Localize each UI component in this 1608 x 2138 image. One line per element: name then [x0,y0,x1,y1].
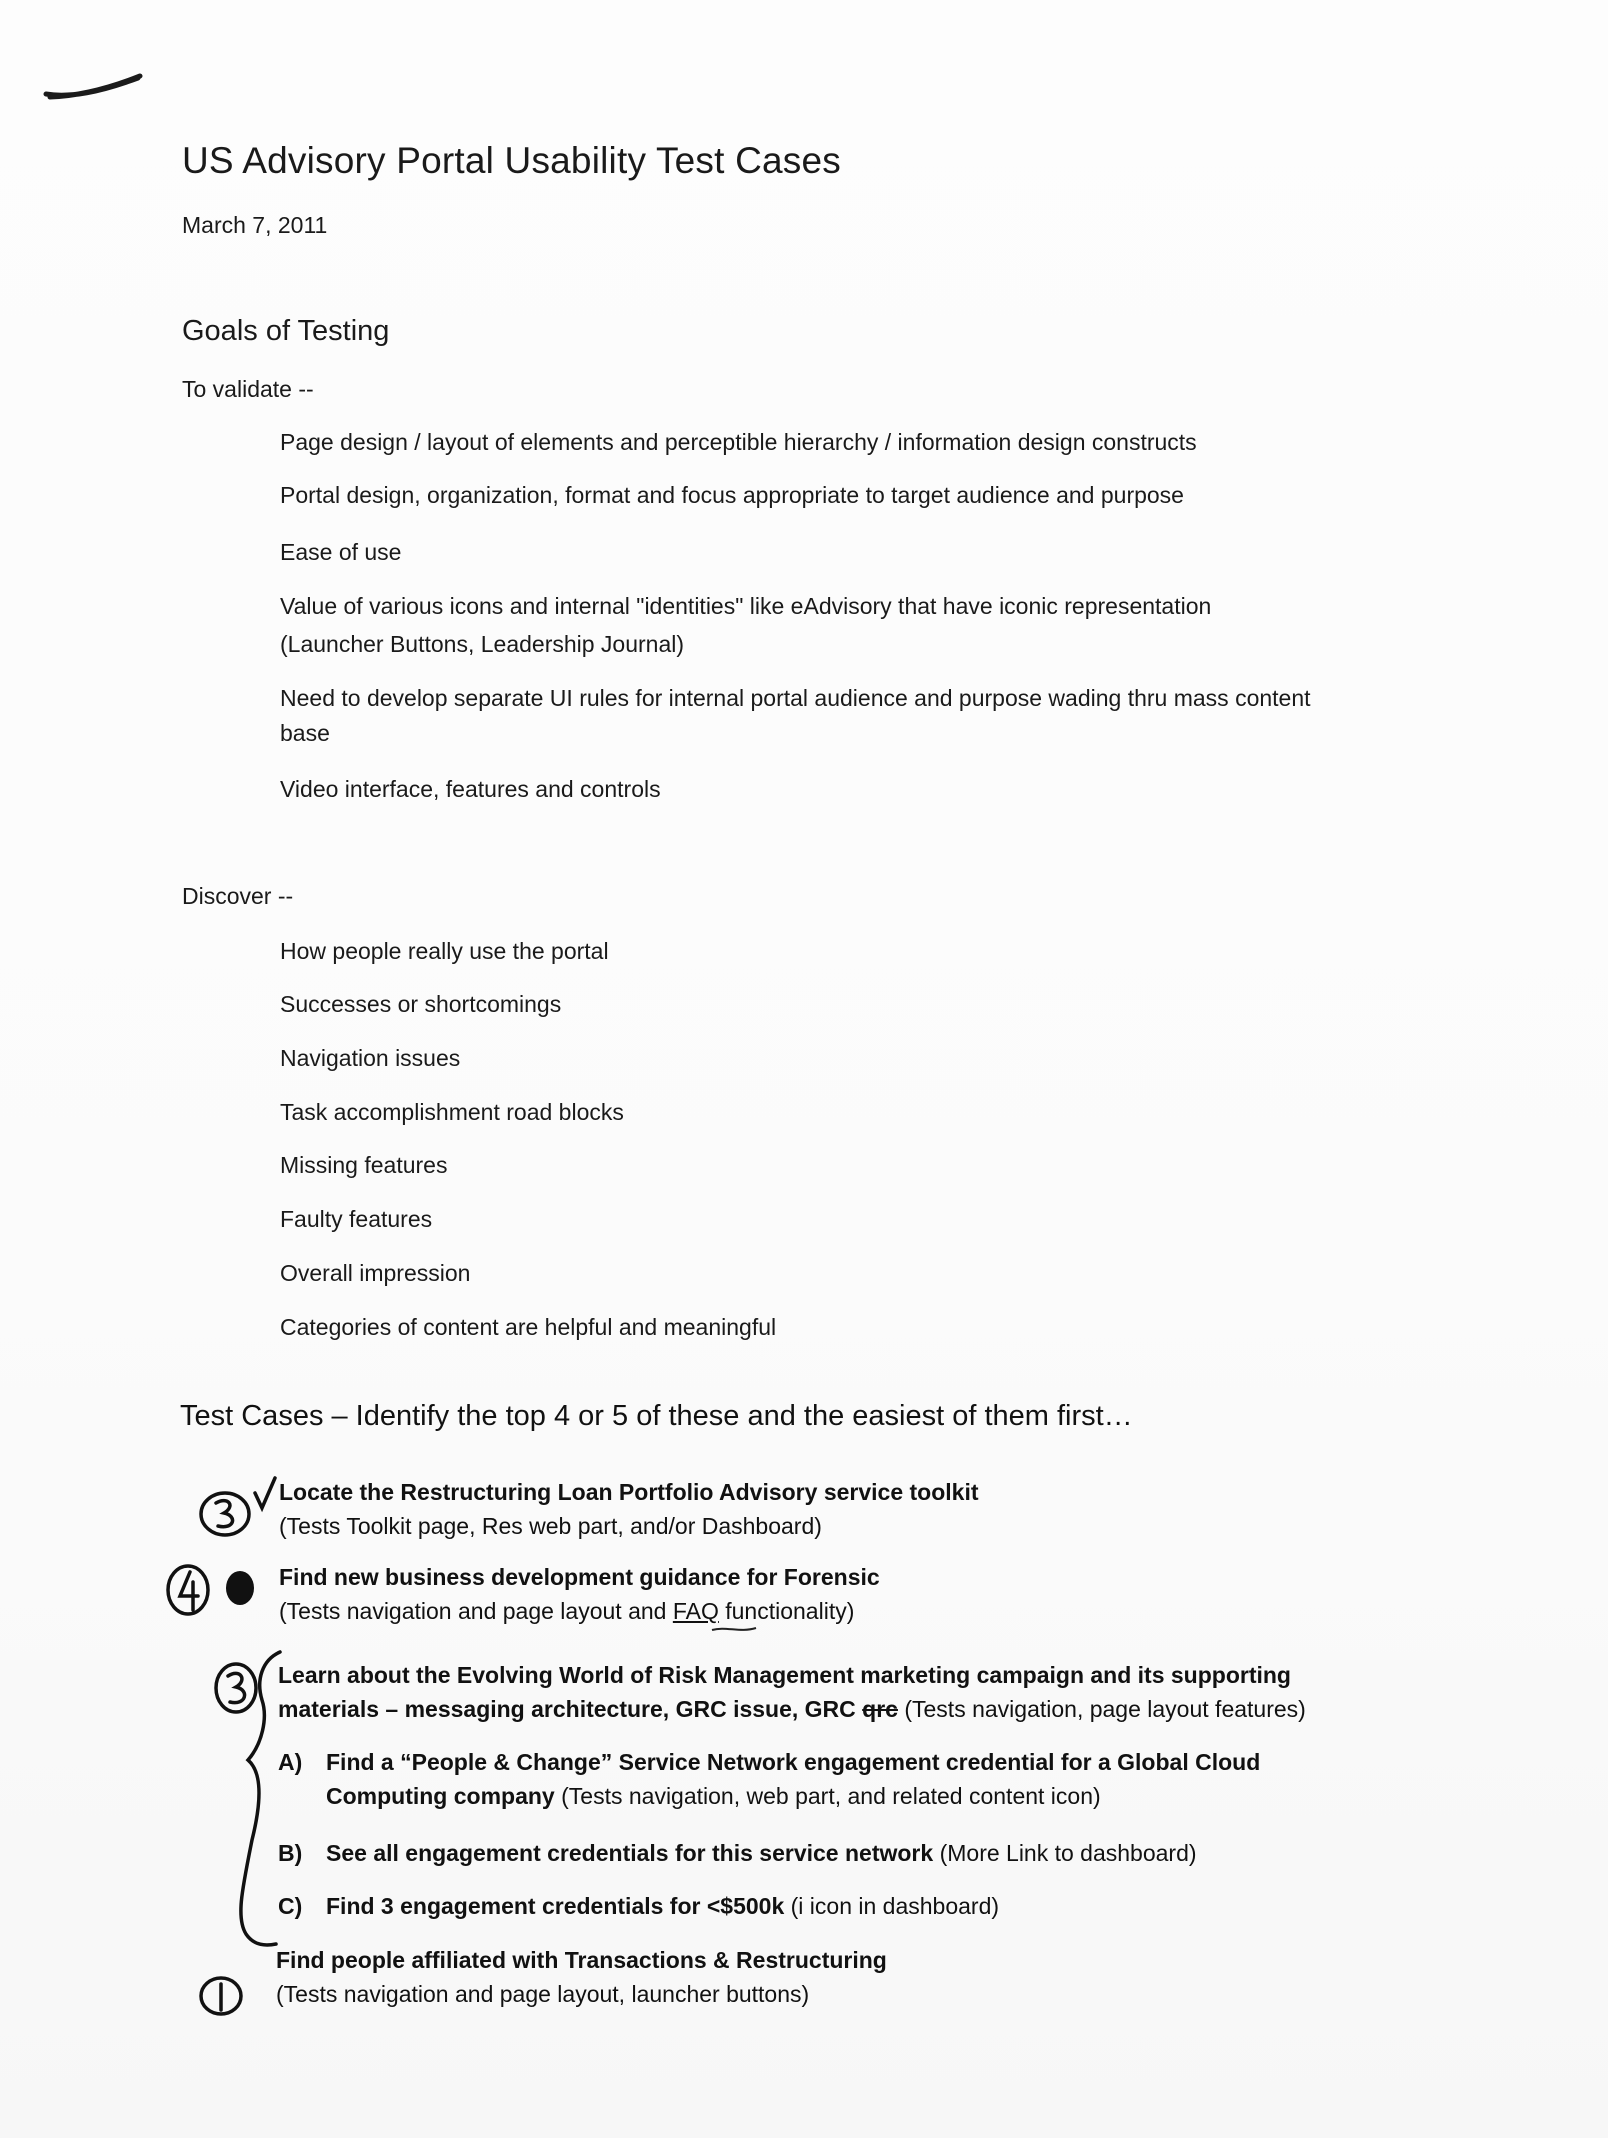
circled-4-mark [168,1566,208,1614]
validate-item: Ease of use [280,539,402,565]
circled-3-brace-mark [216,1652,280,1945]
test-case-3-note: (Tests navigation, page layout features) [897,1696,1306,1722]
test-case-3a-line2: Computing company [326,1783,555,1809]
faq-underline-mark [712,1628,756,1630]
test-case-3b-note: (More Link to dashboard) [933,1840,1197,1866]
test-case-3c-note: (i icon in dashboard) [784,1893,1000,1919]
document-title: US Advisory Portal Usability Test Cases [182,140,841,181]
discover-item: Overall impression [280,1260,471,1286]
sub-item-letter-b: B) [278,1840,303,1866]
discover-item: Successes or shortcomings [280,991,562,1017]
test-case-3c-title: Find 3 engagement credentials for <$500k [326,1893,785,1919]
discover-item: Task accomplishment road blocks [280,1099,624,1125]
test-case-3a-line1: Find a “People & Change” Service Network engagement credential for a Global Cloud [326,1749,1261,1775]
test-case-3a-note: (Tests navigation, web part, and related content icon) [554,1783,1101,1809]
sub-item-letter-a: A) [278,1749,303,1775]
test-cases-heading: Test Cases – Identify the top 4 or 5 of these and the easiest of them first… [180,1400,1133,1432]
test-case-1 [279,1475,979,1543]
validate-item: Video interface, features and controls [280,776,661,802]
discover-item: Faulty features [280,1206,433,1232]
test-case-3a [278,1745,1260,1813]
discover-item: Categories of content are helpful and meaningful [280,1314,777,1340]
test-case-2-title: Find new business development guidance for Forensic [279,1564,880,1590]
document-date: March 7, 2011 [182,212,328,238]
test-case-2-note-pre: (Tests navigation and page layout and [279,1598,673,1624]
validate-item: (Launcher Buttons, Leadership Journal) [280,631,685,657]
circled-1-mark [201,1978,241,2014]
validate-item: Need to develop separate UI rules for internal portal audience and purpose wading thru mass content [280,685,1311,711]
test-case-1-title: Locate the Restructuring Loan Portfolio Advisory service toolkit [279,1479,979,1505]
validate-label: To validate -- [182,376,314,402]
test-case-2 [279,1560,880,1628]
discover-label: Discover -- [182,883,294,909]
test-case-4-title: Find people affiliated with Transactions & Restructuring [276,1947,887,1973]
test-case-1-note: (Tests Toolkit page, Res web part, and/or Dashboard) [279,1513,822,1539]
sub-item-letter-c: C) [278,1893,303,1919]
validate-item: Page design / layout of elements and perceptible hierarchy / information design constructs [280,429,1197,455]
validate-item: base [280,720,330,746]
test-case-3-struck-text: qrc [862,1696,898,1722]
test-case-4-note: (Tests navigation and page layout, launcher buttons) [276,1981,810,2007]
validate-item: Value of various icons and internal "identities" like eAdvisory that have iconic representation [280,593,1212,619]
pen-stroke-mark [46,76,140,97]
circled-3-check-mark [201,1478,275,1535]
test-case-2-note-post: functionality) [718,1598,855,1624]
test-case-2-note-faq: FAQ [672,1598,719,1624]
test-case-3c [278,1889,999,1923]
discover-item: Navigation issues [280,1045,461,1071]
test-case-3 [278,1658,1306,1726]
validate-item: Portal design, organization, format and focus appropriate to target audience and purpose [280,482,1184,508]
test-case-3-line2: materials – messaging architecture, GRC issue, GRC [278,1696,863,1722]
discover-item: Missing features [280,1152,448,1178]
goals-heading: Goals of Testing [182,315,390,347]
test-case-3-line1: Learn about the Evolving World of Risk Management marketing campaign and its supporting [278,1662,1291,1688]
filled-dot-mark [226,1571,254,1605]
test-case-3b [278,1836,1197,1870]
test-case-4 [276,1943,887,2011]
discover-item: How people really use the portal [280,938,609,964]
test-case-3b-title: See all engagement credentials for this service network [326,1840,934,1866]
